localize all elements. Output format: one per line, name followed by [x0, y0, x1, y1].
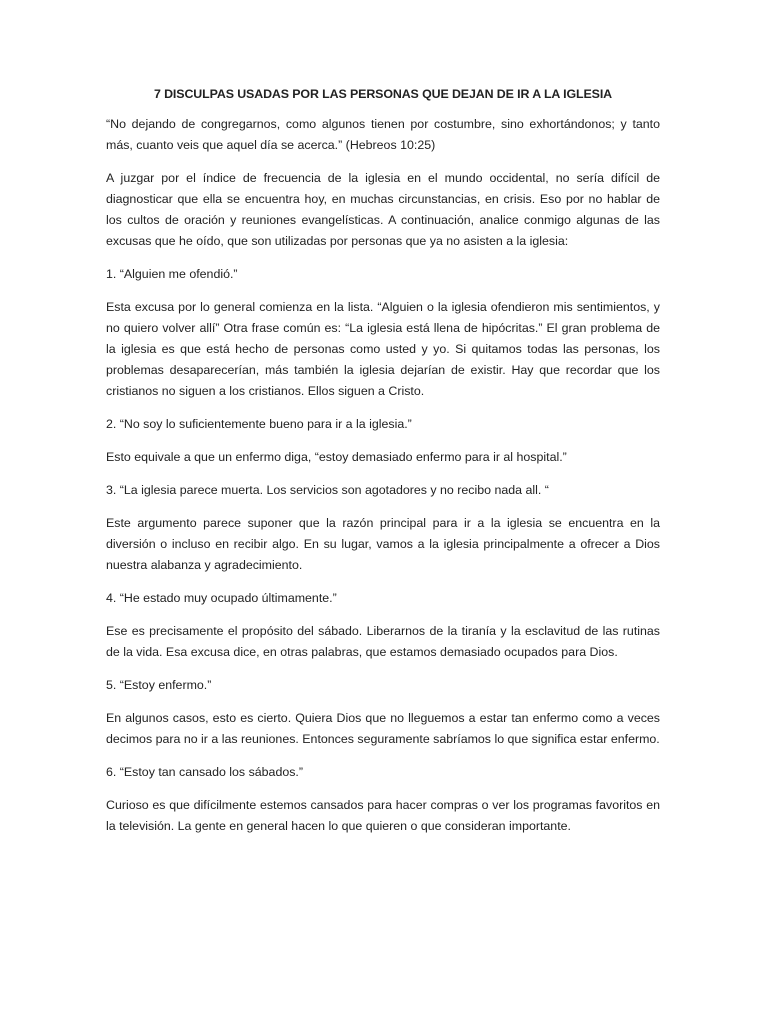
document-page [106, 84, 660, 849]
epigraph-paragraph: “No dejando de congregarnos, como algunos tienen por costumbre, sino exhortándonos; y tanto más, cuanto veis que aquel día se acerca.” (Hebreos 10:25) [106, 117, 660, 152]
document-title: 7 DISCULPAS USADAS POR LAS PERSONAS QUE DEJAN DE IR A LA IGLESIA [153, 87, 613, 101]
excuse-2-body: Esto equivale a que un enfermo diga, “estoy demasiado enfermo para ir al hospital.” [106, 450, 567, 464]
excuse-3-body: Este argumento parece suponer que la razón principal para ir a la iglesia se encuentra en la diversión o incluso en recibir algo. En su lugar, vamos a la iglesia principalmente a ofrecer a Dios nuestra alabanza y agradecimiento. [106, 516, 660, 572]
excuse-2-heading: 2. “No soy lo suficientemente bueno para ir a la iglesia.” [106, 417, 412, 431]
excuse-1-heading: 1. “Alguien me ofendió.” [106, 267, 238, 281]
excuse-4-heading: 4. “He estado muy ocupado últimamente.” [106, 591, 337, 605]
excuse-5-body: En algunos casos, esto es cierto. Quiera Dios que no lleguemos a estar tan enfermo como a veces decimos para no ir a las reuniones. Entonces seguramente sabríamos lo que significa estar enfermo. [106, 711, 660, 746]
excuse-4-body: Ese es precisamente el propósito del sábado. Liberarnos de la tiranía y la esclavitud de las rutinas de la vida. Esa excusa dice, en otras palabras, que estamos demasiado ocupados para Dios. [106, 624, 660, 659]
excuse-1-body: Esta excusa por lo general comienza en la lista. “Alguien o la iglesia ofendieron mis sentimientos, y no quiero volver allí” Otra frase común es: “La iglesia está llena de hipócritas.” El gran problema de la iglesia es que está hecho de personas como usted y yo. Si quitamos todas las personas, los problemas desaparecerían, más también la iglesia dejarían de existir. Hay que recordar que los cristianos no siguen a los cristianos. Ellos siguen a Cristo. [106, 300, 660, 398]
excuse-6-body: Curioso es que difícilmente estemos cansados para hacer compras o ver los programas favoritos en la televisión. La gente en general hacen lo que quieren o que consideran importante. [106, 798, 660, 833]
excuse-5-heading: 5. “Estoy enfermo.” [106, 678, 212, 692]
intro-paragraph: A juzgar por el índice de frecuencia de la iglesia en el mundo occidental, no sería difícil de diagnosticar que ella se encuentra hoy, en muchas circunstancias, en crisis. Eso por no hablar de los cultos de oración y reuniones evangelísticas. A continuación, analice conmigo algunas de las excusas que he oído, que son utilizadas por personas que ya no asisten a la iglesia: [106, 171, 660, 248]
excuse-6-heading: 6. “Estoy tan cansado los sábados.” [106, 765, 303, 779]
excuse-3-heading: 3. “La iglesia parece muerta. Los servicios son agotadores y no recibo nada all. “ [106, 483, 549, 497]
